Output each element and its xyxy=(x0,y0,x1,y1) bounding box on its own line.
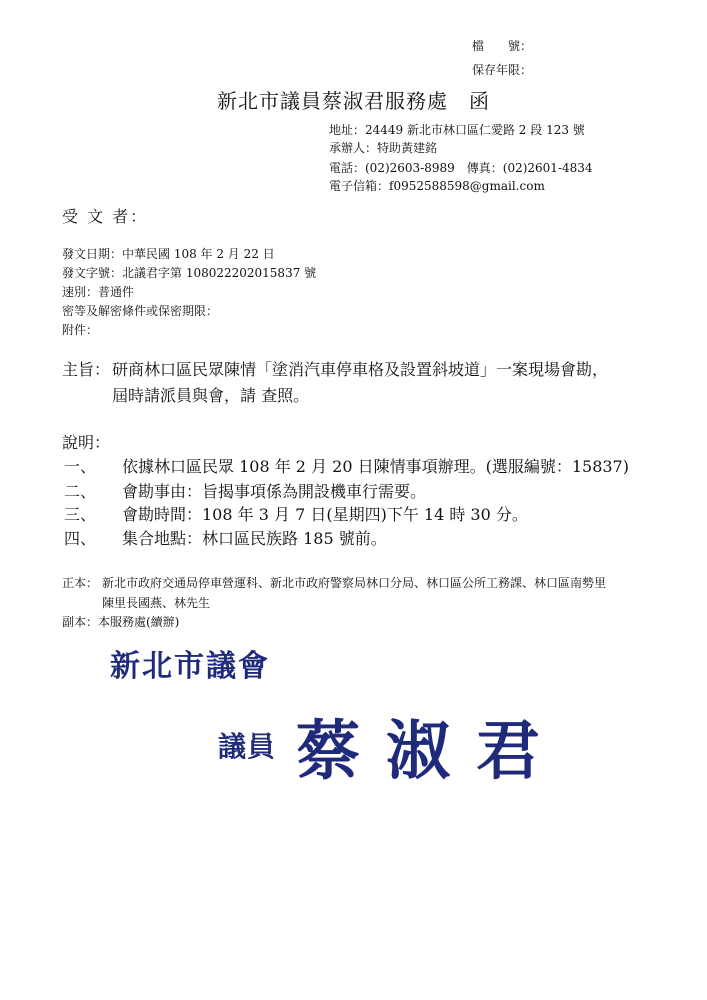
explanation-item xyxy=(64,528,387,550)
contact-phone-fax: 電話：(02)2603-8989 傳真：(02)2601-4834 xyxy=(329,161,593,175)
item-text: 集合地點：林口區民族路 185 號前。 xyxy=(122,529,387,548)
item-number: 四、 xyxy=(64,529,97,548)
subject-line-1: 研商林口區民眾陳情「塗消汽車停車格及設置斜坡道」一案現場會勘， xyxy=(112,360,609,379)
item-number: 三、 xyxy=(64,505,97,524)
delivery-speed: 速別：普通件 xyxy=(62,285,135,299)
carbon-copy: 副本：本服務處(續辦) xyxy=(62,615,180,629)
subject-line-2: 屆時請派員與會，請 查照。 xyxy=(112,386,310,405)
item-text: 會勘事由：旨揭事項係為開設機車行需要。 xyxy=(122,482,427,501)
contact-address: 地址：24449 新北市林口區仁愛路 2 段 123 號 xyxy=(329,123,585,137)
secrecy-level: 密等及解密條件或保密期限： xyxy=(62,304,219,318)
council-seal-text: 新北市議會 xyxy=(110,649,270,684)
file-number-label: 檔 號： xyxy=(472,39,533,53)
item-text: 依據林口區民眾 108 年 2 月 20 日陳情事項辦理。(選服編號：15837) xyxy=(122,457,629,476)
item-number: 一、 xyxy=(64,457,97,476)
councilor-name-stamp: 蔡淑君 xyxy=(296,715,566,789)
subject-label: 主旨： xyxy=(62,360,111,379)
explanation-label: 說明： xyxy=(62,433,111,452)
main-recipients-line-1: 新北市政府交通局停車營運科、新北市政府警察局林口分局、林口區公所工務課、林口區南勢里 xyxy=(102,576,607,590)
recipient-label: 受 文 者： xyxy=(62,207,149,226)
explanation-item xyxy=(64,504,528,526)
councilor-title-stamp: 議員 xyxy=(218,730,277,763)
contact-email: 電子信箱：f0952588598@gmail.com xyxy=(329,179,545,193)
attachment-label: 附件： xyxy=(62,323,99,337)
explanation-item xyxy=(64,481,426,503)
document-title: 新北市議員蔡淑君服務處 函 xyxy=(217,89,490,113)
issue-date: 發文日期：中華民國 108 年 2 月 22 日 xyxy=(62,247,275,261)
contact-handler: 承辦人：特助黃建銘 xyxy=(329,141,438,155)
item-text: 會勘時間：108 年 3 月 7 日(星期四)下午 14 時 30 分。 xyxy=(122,505,528,524)
main-recipients-label: 正本： xyxy=(62,576,99,590)
explanation-item xyxy=(64,456,629,478)
item-number: 二、 xyxy=(64,482,97,501)
document-number: 發文字號：北議君字第 108022202015837 號 xyxy=(62,266,317,280)
main-recipients-line-2: 陳里長國燕、林先生 xyxy=(102,596,211,610)
retention-period-label: 保存年限： xyxy=(472,63,533,77)
